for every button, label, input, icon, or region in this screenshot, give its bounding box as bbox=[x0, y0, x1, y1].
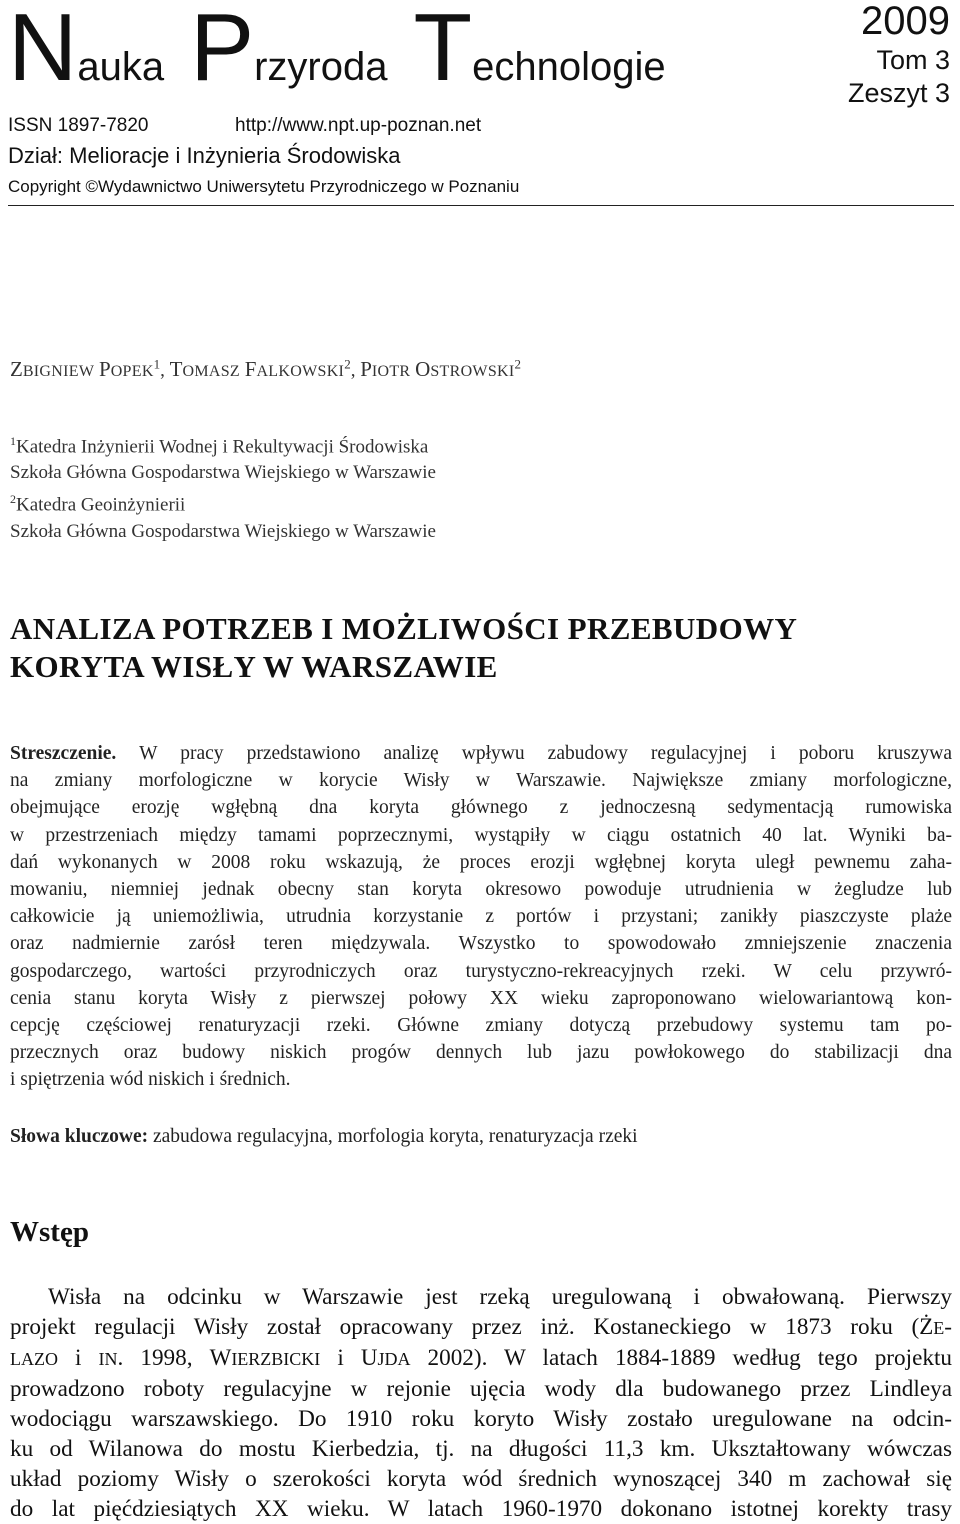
journal-volume: Tom 3 bbox=[876, 45, 950, 75]
abstract-line: obejmujące erozję wgłębną dna koryta głównego z jednoczesną sedymentacją rumowiska bbox=[10, 797, 952, 819]
abstract-line: na zmiany morfologiczne w korycie Wisły w Warszawie. Największe zmiany morfologiczne, bbox=[10, 770, 952, 792]
author-3: PIOTR OSTROWSKI$^2$ bbox=[360, 357, 522, 382]
abstract-line: i spiętrzenia wód niskich i średnich. bbox=[10, 1069, 291, 1091]
affiliation-2-line-2: Szkoła Główna Gospodarstwa Wiejskiego w Warszawie bbox=[10, 520, 436, 542]
abstract-line: całkowicie ją uniemożliwia, utrudnia korzystanie z portów i przystani; zanikły piaszczyste plaże bbox=[10, 906, 952, 928]
abstract-line: mowaniu, niemniej jednak obecny stan koryta okresowo powoduje utrudnienia w żegludze lub bbox=[10, 879, 952, 901]
author-list bbox=[10, 352, 521, 385]
abstract-line: cepcję częściowej renaturyzacji rzeki. Główne zmiany dotyczą przebudowy systemu tam po- bbox=[10, 1015, 952, 1037]
journal-url[interactable]: http://www.npt.up-poznan.net bbox=[235, 115, 482, 136]
copyright-symbol: © bbox=[85, 177, 99, 196]
intro-line: do lat pięćdziesiątych XX wieku. W latach 1960-1970 dokonano istotnej korekty trasy bbox=[10, 1496, 952, 1522]
section-heading: Wstęp bbox=[10, 1216, 89, 1248]
article-title-line-2: KORYTA WISŁY W WARSZAWIE bbox=[10, 649, 498, 684]
abstract-label: Streszczenie. bbox=[10, 743, 117, 764]
journal-section: Dział: Melioracje i Inżynieria Środowiska bbox=[8, 143, 401, 168]
abstract-line: Streszczenie. W pracy przedstawiono analizę wpływu zabudowy regulacyjnej i poboru kruszywa bbox=[10, 743, 952, 764]
intro-line: prowadzono roboty regulacyjne w rejonie ujęcia wody dla budowanego przez Lindleya bbox=[10, 1376, 952, 1402]
journal-issn: ISSN 1897-7820 bbox=[8, 115, 149, 136]
keywords-label: Słowa kluczowe: bbox=[10, 1126, 149, 1147]
affiliation-list bbox=[10, 428, 436, 545]
abstract-line: oraz nadmiernie zarósł teren międzywala. Wszystko to spowodowało zmniejszenie znaczenia bbox=[10, 933, 952, 955]
abstract-line: cenia stanu koryta Wisły z pierwszej połowy XX wieku zaproponowano wielowariantową kon- bbox=[10, 987, 952, 1009]
journal-title bbox=[8, 0, 666, 100]
copyright-holder: Wydawnictwo Uniwersytetu Przyrodniczego w Poznaniu bbox=[98, 177, 520, 196]
journal-volume-issue bbox=[848, 44, 950, 110]
intro-line: LAZO i IN. 1998, WIERZBICKI i UJDA 2002). W latach 1884-1889 według tego projektu bbox=[10, 1345, 952, 1371]
author-1: ZBIGNIEW POPEK$^1$, bbox=[10, 357, 170, 382]
intro-line: projekt regulacji Wisły został opracowany przez inż. Kostaneckiego w 1873 roku (ŻE- bbox=[10, 1314, 952, 1340]
abstract-line: przecznych oraz budowy niskich progów dennych lub jazu powłokowego do stabilizacji dna bbox=[10, 1042, 952, 1064]
journal-year: 2009 bbox=[861, 0, 950, 43]
intro-line: wodociągu warszawskiego. Do 1910 roku koryto Wisły zostało uregulowane na odcin- bbox=[10, 1406, 952, 1432]
journal-title-initial-1: N bbox=[8, 0, 78, 101]
abstract bbox=[10, 740, 952, 1094]
journal-issue: Zeszyt 3 bbox=[847, 78, 950, 108]
article-title bbox=[10, 610, 797, 686]
journal-title-rest-2: rzyroda bbox=[254, 45, 388, 89]
affiliation-2-line-1: $^2$Katedra Geoinżynierii bbox=[10, 492, 186, 516]
journal-title-rest-1: auka bbox=[77, 45, 165, 89]
abstract-line: gospodarczego, wartości przyrodniczych oraz turystyczno-rekreacyjnych rzeki. W celu przywró- bbox=[10, 960, 952, 982]
keywords bbox=[10, 1124, 638, 1150]
intro-line: Wisła na odcinku w Warszawie jest rzeką uregulowaną i obwałowaną. Pierwszy bbox=[48, 1284, 952, 1310]
intro-line: ku od Wilanowa do mostu Kierbedzia, tj. na długości 11,3 km. Ukształtowany wówczas bbox=[10, 1436, 952, 1462]
article-title-line-1: ANALIZA POTRZEB I MOŻLIWOŚCI PRZEBUDOWY bbox=[10, 611, 798, 646]
journal-title-initial-2: P bbox=[190, 0, 255, 101]
copyright-word: Copyright bbox=[8, 177, 81, 196]
abstract-line: w przestrzeniach między tamami poprzecznymi, wystąpiły w ciągu ostatnich 40 lat. Wyniki ba- bbox=[10, 824, 952, 846]
intro-line: układ poziomy Wisły o szerokości koryta wód średnich wynoszącej 340 m zachował się bbox=[10, 1466, 952, 1492]
affiliation-1-line-1: $^1$Katedra Inżynierii Wodnej i Rekultywacji Środowiska bbox=[10, 434, 429, 458]
header-divider bbox=[8, 205, 954, 206]
keywords-text: zabudowa regulacyjna, morfologia koryta, renaturyzacja rzeki bbox=[153, 1126, 638, 1147]
journal-title-rest-3: echnologie bbox=[472, 45, 666, 89]
author-2: TOMASZ FALKOWSKI$^2$, bbox=[169, 357, 361, 382]
abstract-line: dań wykonanych w 2008 roku wskazują, że proces erozji wgłębnej koryta uległ pewnemu zaha- bbox=[10, 851, 952, 873]
journal-title-initial-3: T bbox=[413, 0, 473, 101]
intro-paragraph bbox=[10, 1282, 952, 1524]
affiliation-1-line-2: Szkoła Główna Gospodarstwa Wiejskiego w Warszawie bbox=[10, 462, 436, 484]
journal-copyright bbox=[8, 176, 519, 198]
